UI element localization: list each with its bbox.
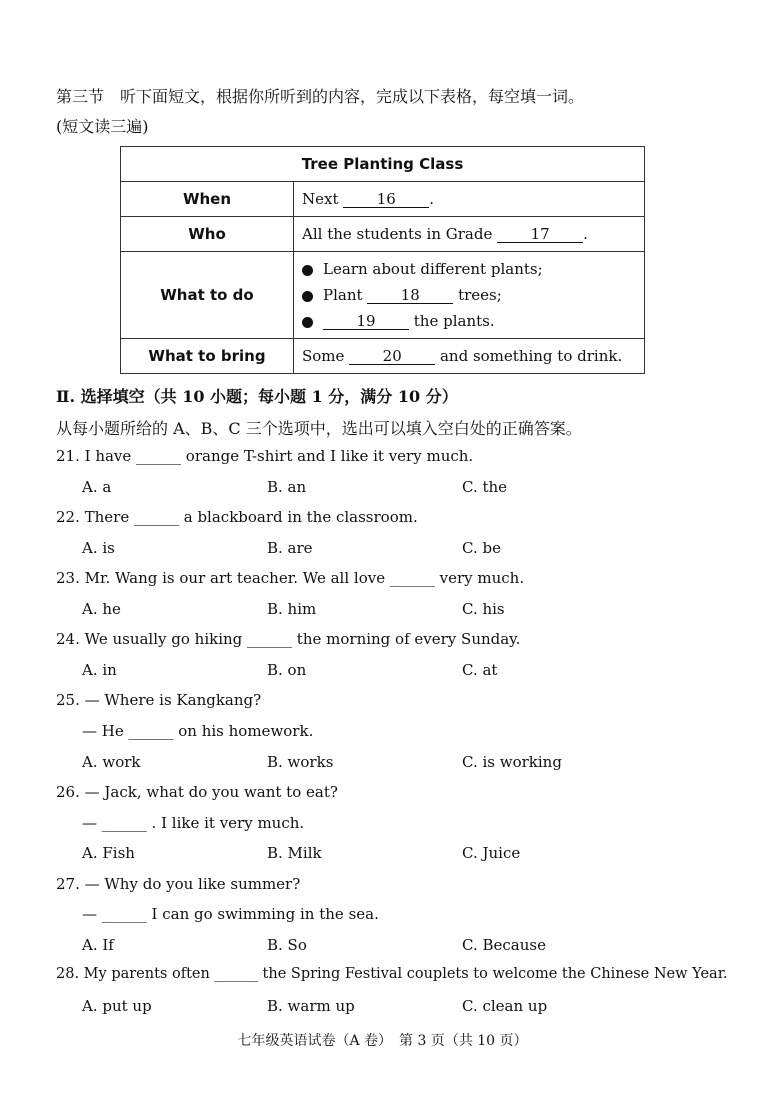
bullet-icon — [302, 265, 313, 276]
question-27: 27. — Why do you like summer? — [56, 875, 301, 893]
q22-option-c[interactable]: C. be — [462, 539, 501, 557]
table-row-what-to-do — [121, 252, 645, 339]
blank-20[interactable]: 20 — [349, 348, 435, 365]
todo-item-1: Learn about different plants; — [323, 260, 543, 278]
section-heading: 第三节 听下面短文，根据你所听到的内容，完成以下表格，每空填一词。 — [56, 87, 585, 106]
todo-item-3-post: the plants. — [413, 312, 495, 330]
q25-option-a[interactable]: A. work — [82, 753, 141, 771]
q28-option-b[interactable]: B. warm up — [267, 997, 355, 1015]
bullet-icon — [302, 317, 313, 328]
table-row-when — [121, 182, 645, 217]
q24-option-a[interactable]: A. in — [82, 661, 117, 679]
q27-option-a[interactable]: A. If — [82, 936, 114, 954]
when-post: . — [429, 190, 435, 208]
q26-option-b[interactable]: B. Milk — [267, 844, 322, 862]
q24-option-c[interactable]: C. at — [462, 661, 498, 679]
blank-17[interactable]: 17 — [497, 226, 583, 243]
question-21: 21. I have ______ orange T-shirt and I like it very much. — [56, 447, 474, 465]
todo-item-2-pre: Plant — [323, 286, 363, 304]
question-27-line2: — ______ I can go swimming in the sea. — [82, 905, 379, 923]
question-23: 23. Mr. Wang is our art teacher. We all love ______ very much. — [56, 569, 525, 587]
q27-option-b[interactable]: B. So — [267, 936, 307, 954]
who-post: . — [583, 225, 588, 243]
question-24: 24. We usually go hiking ______ the morning of every Sunday. — [56, 630, 521, 648]
question-28: 28. My parents often ______ the Spring Festival couplets to welcome the Chinese New Year. — [56, 966, 728, 982]
question-25-line2: — He ______ on his homework. — [82, 722, 314, 740]
table-title: Tree Planting Class — [121, 147, 645, 182]
q21-option-b[interactable]: B. an — [267, 478, 307, 496]
page-footer: 七年级英语试卷（A 卷） 第 3 页（共 10 页） — [237, 1033, 528, 1049]
part2-heading: Ⅱ. 选择填空（共 10 小题；每小题 1 分，满分 10 分） — [56, 387, 458, 406]
table-row-what-to-bring — [121, 339, 645, 374]
q28-option-a[interactable]: A. put up — [82, 997, 152, 1015]
blank-16[interactable]: 16 — [343, 191, 429, 208]
who-pre: All the students in Grade — [302, 225, 493, 243]
q21-option-a[interactable]: A. a — [82, 478, 112, 496]
q25-option-c[interactable]: C. is working — [462, 753, 562, 771]
bring-pre: Some — [302, 347, 345, 365]
when-pre: Next — [302, 190, 339, 208]
q28-option-c[interactable]: C. clean up — [462, 997, 548, 1015]
q22-option-b[interactable]: B. are — [267, 539, 313, 557]
what-to-bring-label: What to bring — [121, 339, 294, 374]
question-22: 22. There ______ a blackboard in the classroom. — [56, 508, 418, 526]
q26-option-a[interactable]: A. Fish — [82, 844, 135, 862]
q27-option-c[interactable]: C. Because — [462, 936, 546, 954]
blank-19[interactable]: 19 — [323, 313, 409, 330]
bring-post: and something to drink. — [439, 347, 623, 365]
tree-planting-table — [120, 146, 645, 374]
q22-option-a[interactable]: A. is — [82, 539, 115, 557]
q23-option-b[interactable]: B. him — [267, 600, 317, 618]
who-label: Who — [121, 217, 294, 252]
q23-option-c[interactable]: C. his — [462, 600, 505, 618]
table-row-who — [121, 217, 645, 252]
part2-instruction: 从每小题所给的 A、B、C 三个选项中，选出可以填入空白处的正确答案。 — [56, 419, 582, 438]
todo-item-2-post: trees; — [458, 286, 502, 304]
section-note: (短文读三遍) — [56, 117, 149, 136]
what-to-do-label: What to do — [121, 252, 294, 339]
q25-option-b[interactable]: B. works — [267, 753, 334, 771]
when-label: When — [121, 182, 294, 217]
q23-option-a[interactable]: A. he — [82, 600, 121, 618]
question-26-line2: — ______ . I like it very much. — [82, 814, 305, 832]
question-26: 26. — Jack, what do you want to eat? — [56, 783, 338, 801]
blank-18[interactable]: 18 — [367, 287, 453, 304]
q21-option-c[interactable]: C. the — [462, 478, 508, 496]
bullet-icon — [302, 291, 313, 302]
q24-option-b[interactable]: B. on — [267, 661, 307, 679]
question-25: 25. — Where is Kangkang? — [56, 691, 262, 709]
q26-option-c[interactable]: C. Juice — [462, 844, 521, 862]
